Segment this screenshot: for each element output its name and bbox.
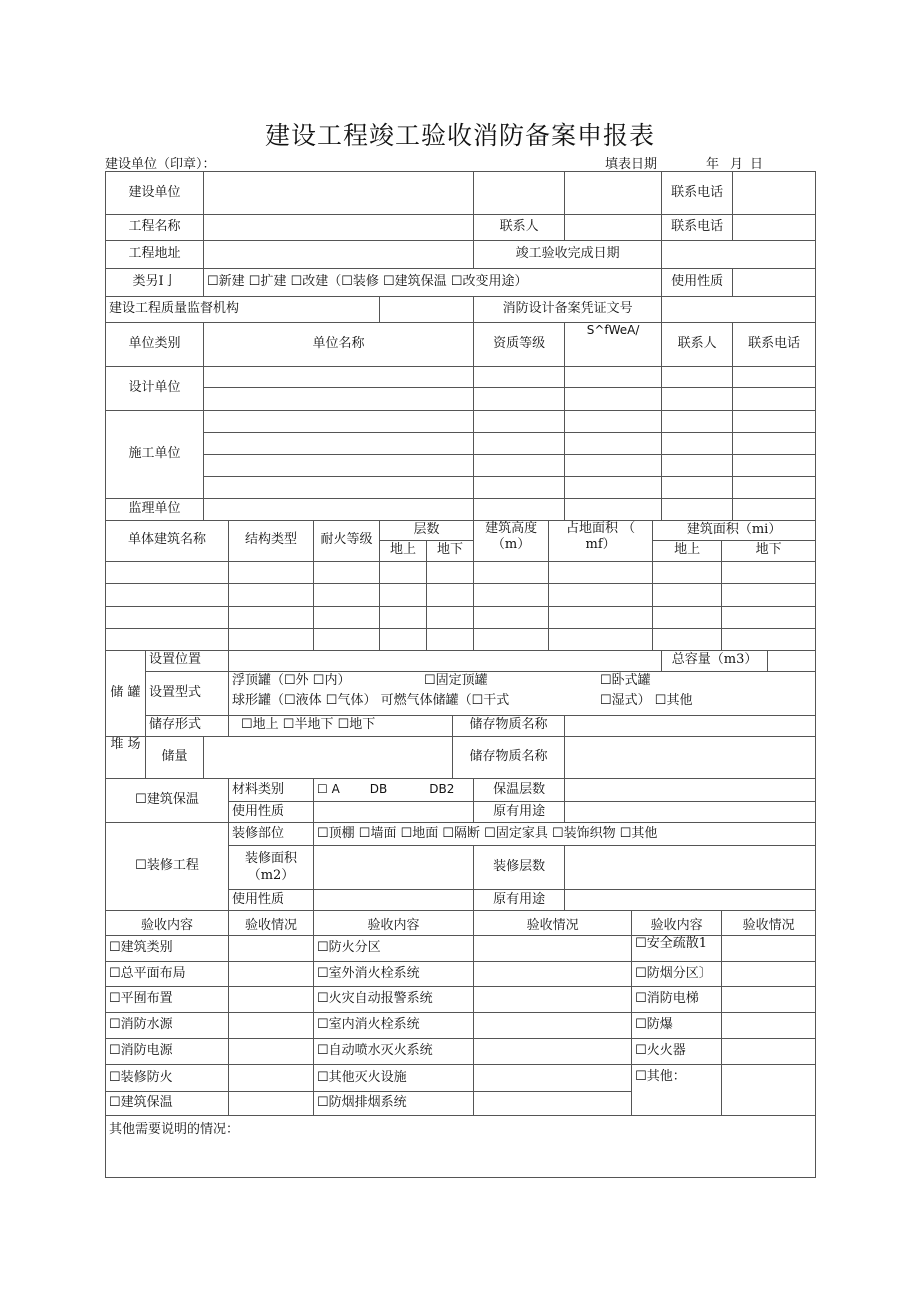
design-record-label: 消防设计备案凭证文号 (474, 297, 662, 323)
construction-unit-phone-4[interactable] (733, 476, 816, 498)
area-below-header: 地下 (722, 540, 816, 561)
inspection-item[interactable]: ☐消防电源 (106, 1039, 229, 1065)
unit-contact-header: 联系人 (662, 323, 733, 367)
inspection-item[interactable]: ☐防烟排烟系统 (314, 1091, 474, 1115)
inspection-status-cell[interactable] (474, 1039, 632, 1065)
insulation-layers-label: 保温层数 (474, 778, 565, 801)
construction-unit-cert-1[interactable] (565, 411, 662, 433)
insulation-use-label: 使用性质 (229, 802, 314, 823)
storage-yard-label: 堆 场 (106, 736, 146, 778)
build-unit-field[interactable] (204, 172, 474, 215)
inspection-status-cell[interactable] (229, 962, 314, 987)
inspection-status-cell[interactable] (722, 1065, 816, 1115)
form-floating-roof[interactable]: 浮顶罐（☐外 ☐内） (232, 673, 351, 689)
building-cell[interactable] (314, 606, 380, 628)
building-cell[interactable] (474, 583, 549, 606)
contact-field[interactable] (565, 215, 662, 241)
fire-rating-header: 耐火等级 (314, 520, 380, 561)
unit-name-header: 单位名称 (204, 323, 474, 367)
area-header: 建筑面积（mi） (653, 520, 816, 540)
category-options[interactable]: ☐新建 ☐扩建 ☐改建（☐装修 ☐建筑保温 ☐改变用途） (204, 269, 662, 297)
building-cell[interactable] (653, 606, 722, 628)
construction-unit-grade-3[interactable] (474, 455, 565, 476)
inspection-item[interactable]: ☐平囿布置 (106, 987, 229, 1013)
height-header: 建筑高度（m） (474, 520, 549, 561)
inspection-status-cell[interactable] (229, 1065, 314, 1091)
building-cell[interactable] (427, 606, 474, 628)
decoration-area-field[interactable] (314, 846, 474, 890)
category-label: 类另I亅 (106, 269, 204, 297)
building-cell[interactable] (229, 583, 314, 606)
form-title: 建设工程竣工验收消防备案申报表 (264, 121, 655, 150)
storage-side-blank (106, 715, 146, 736)
completion-date-field[interactable] (662, 241, 816, 269)
project-address-label: 工程地址 (106, 241, 204, 269)
building-cell[interactable] (549, 561, 653, 583)
inspection-item[interactable]: ☐建筑类别 (106, 936, 229, 962)
material-name-label-2: 储存物质名称 (453, 736, 565, 778)
building-cell[interactable] (106, 583, 229, 606)
construction-unit-phone-3[interactable] (733, 455, 816, 476)
insulation-use-field[interactable] (314, 802, 474, 823)
construction-unit-cert-4[interactable] (565, 476, 662, 498)
inspection-status-cell[interactable] (229, 1013, 314, 1039)
building-cell[interactable] (722, 628, 816, 650)
building-cell[interactable] (549, 606, 653, 628)
supervision-unit-name[interactable] (204, 498, 474, 520)
decoration-area-label-b: （m2） (247, 867, 295, 883)
year-label: 年 (706, 157, 720, 172)
construction-unit-name-2[interactable] (204, 433, 474, 455)
inspection-status-cell[interactable] (474, 962, 632, 987)
project-name-field[interactable] (204, 215, 474, 241)
design-unit-grade-2[interactable] (474, 388, 565, 411)
material-name-field-1[interactable] (565, 715, 816, 736)
construction-unit-phone-1[interactable] (733, 411, 816, 433)
inspection-status-cell[interactable] (474, 1091, 632, 1115)
inspection-item[interactable]: ☐室外消火栓系统 (314, 962, 474, 987)
construction-unit-label: 施工单位 (106, 411, 204, 498)
inspection-status-header-1: 验收情况 (229, 911, 314, 936)
building-cell[interactable] (380, 628, 427, 650)
declaration-form-table (105, 171, 816, 1178)
inspection-status-cell[interactable] (229, 1039, 314, 1065)
phone-field-2[interactable] (733, 215, 816, 241)
area-above-header: 地上 (653, 540, 722, 561)
inspection-content-header-3: 验收内容 (632, 911, 722, 936)
fill-date-label: 填表日期 (605, 157, 658, 172)
decoration-part-label: 装修部位 (229, 823, 314, 846)
design-unit-contact-1[interactable] (662, 367, 733, 388)
inspection-status-cell[interactable] (722, 1039, 816, 1065)
phone-label-1: 联系电话 (662, 172, 733, 215)
building-cell[interactable] (380, 583, 427, 606)
inspection-item[interactable]: ☐防爆 (632, 1013, 722, 1039)
inspection-item[interactable]: ☐火火器 (632, 1039, 722, 1065)
footprint-header (549, 520, 653, 561)
inspection-item[interactable]: ☐室内消火栓系统 (314, 1013, 474, 1039)
building-cell[interactable] (653, 561, 722, 583)
insulation-label[interactable]: ☐建筑保温 (106, 778, 229, 822)
build-unit-extra-2[interactable] (565, 172, 662, 215)
construction-unit-cert-3[interactable] (565, 455, 662, 476)
building-cell[interactable] (722, 606, 816, 628)
floors-above-header: 地上 (380, 540, 427, 561)
garbled-header: S^fWeA/ (565, 323, 662, 367)
decoration-label[interactable]: ☐装修工程 (106, 823, 229, 911)
building-cell[interactable] (106, 606, 229, 628)
construction-unit-grade-1[interactable] (474, 411, 565, 433)
structure-type-header: 结构类型 (229, 520, 314, 561)
inspection-item[interactable]: ☐防烟分区〕 (632, 962, 722, 987)
form-spherical[interactable]: 球形罐（☐液体 ☐气体） 可燃气体储罐（☐干式 (232, 693, 510, 709)
construction-unit-name-1[interactable] (204, 411, 474, 433)
inspection-item[interactable]: ☐消防水源 (106, 1013, 229, 1039)
design-unit-name-2[interactable] (204, 388, 474, 411)
qualification-header: 资质等级 (474, 323, 565, 367)
quality-org-field[interactable] (380, 297, 474, 323)
building-name-header: 单体建筑名称 (106, 520, 229, 561)
design-unit-cert-2[interactable] (565, 388, 662, 411)
inspection-item[interactable]: ☐自动喷水灭火系统 (314, 1039, 474, 1065)
material-b2[interactable]: DB2 (429, 782, 455, 797)
building-cell[interactable] (314, 583, 380, 606)
design-unit-cert-1[interactable] (565, 367, 662, 388)
building-cell[interactable] (106, 561, 229, 583)
inspection-status-cell[interactable] (474, 1065, 632, 1091)
construction-unit-contact-3[interactable] (662, 455, 733, 476)
inspection-status-cell[interactable] (229, 987, 314, 1013)
decoration-orig-use-field[interactable] (565, 890, 816, 911)
build-unit-extra-1[interactable] (474, 172, 565, 215)
project-address-field[interactable] (204, 241, 474, 269)
construction-unit-phone-2[interactable] (733, 433, 816, 455)
footprint-header-b: mf） (585, 537, 616, 553)
inspection-status-cell[interactable] (722, 1013, 816, 1039)
construction-unit-contact-4[interactable] (662, 476, 733, 498)
completion-date-label: 竣工验收完成日期 (474, 241, 662, 269)
inspection-item[interactable]: ☐其他： (632, 1065, 722, 1115)
inspection-item[interactable]: ☐总平面布局 (106, 962, 229, 987)
building-cell[interactable] (229, 628, 314, 650)
project-name-label: 工程名称 (106, 215, 204, 241)
unit-type-header: 单位类别 (106, 323, 204, 367)
design-unit-contact-2[interactable] (662, 388, 733, 411)
decoration-layers-label: 装修层数 (474, 846, 565, 890)
building-cell[interactable] (106, 628, 229, 650)
building-cell[interactable] (427, 628, 474, 650)
capacity-field[interactable] (768, 650, 816, 671)
building-cell[interactable] (722, 561, 816, 583)
design-unit-phone-1[interactable] (733, 367, 816, 388)
construction-unit-grade-2[interactable] (474, 433, 565, 455)
decoration-layers-field[interactable] (565, 846, 816, 890)
insulation-orig-use-label: 原有用途 (474, 802, 565, 823)
quality-org-label: 建设工程质量监督机构 (106, 297, 380, 323)
inspection-status-cell[interactable] (722, 987, 816, 1013)
inspection-item[interactable]: ☐火灾自动报警系统 (314, 987, 474, 1013)
building-cell[interactable] (549, 583, 653, 606)
design-record-field[interactable] (662, 297, 816, 323)
inspection-item[interactable]: ☐防火分区 (314, 936, 474, 962)
building-cell[interactable] (653, 583, 722, 606)
use-nature-field[interactable] (733, 269, 816, 297)
phone-label-2: 联系电话 (662, 215, 733, 241)
storage-location-field[interactable] (229, 650, 662, 671)
capacity-label: 总容量（m3） (662, 650, 768, 671)
construction-unit-contact-1[interactable] (662, 411, 733, 433)
storage-amount-field[interactable] (204, 736, 453, 778)
inspection-content-header-1: 验收内容 (106, 911, 229, 936)
building-cell[interactable] (314, 561, 380, 583)
inspection-content-header-2: 验收内容 (314, 911, 474, 936)
storage-form-options[interactable] (229, 671, 816, 715)
inspection-item[interactable]: ☐安全疏散1 (632, 936, 722, 962)
inspection-status-cell[interactable] (722, 962, 816, 987)
inspection-status-cell[interactable] (229, 936, 314, 962)
building-cell[interactable] (474, 606, 549, 628)
building-cell[interactable] (653, 628, 722, 650)
decoration-orig-use-label: 原有用途 (474, 890, 565, 911)
insulation-material-label: 材料类别 (229, 778, 314, 801)
inspection-item[interactable]: ☐装修防火 (106, 1065, 229, 1091)
insulation-material-options[interactable] (314, 778, 474, 801)
building-cell[interactable] (549, 628, 653, 650)
decoration-part-options[interactable]: ☐顶棚 ☐墙面 ☐地面 ☐隔断 ☐固定家具 ☐装饰织物 ☐其他 (314, 823, 816, 846)
use-nature-label: 使用性质 (662, 269, 733, 297)
form-wet[interactable]: ☐湿式） ☐其他 (600, 693, 693, 709)
inspection-status-cell[interactable] (474, 987, 632, 1013)
supervision-unit-label: 监理单位 (106, 498, 204, 520)
decoration-use-field[interactable] (314, 890, 474, 911)
design-unit-label: 设计单位 (106, 367, 204, 411)
form-fixed-roof[interactable]: ☐固定顶罐 (424, 673, 488, 689)
inspection-status-cell[interactable] (722, 936, 816, 962)
supervision-unit-contact[interactable] (662, 498, 733, 520)
inspection-status-header-3: 验收情况 (722, 911, 816, 936)
material-name-field-2[interactable] (565, 736, 816, 778)
unit-phone-header: 联系电话 (733, 323, 816, 367)
phone-field-1[interactable] (733, 172, 816, 215)
inspection-status-cell[interactable] (229, 1091, 314, 1115)
contact-label: 联系人 (474, 215, 565, 241)
building-cell[interactable] (427, 561, 474, 583)
storage-amount-label: 储量 (146, 736, 204, 778)
design-unit-grade-1[interactable] (474, 367, 565, 388)
supervision-unit-cert[interactable] (565, 498, 662, 520)
form-horizontal[interactable]: ☐卧式罐 (600, 673, 651, 689)
design-unit-name-1[interactable] (204, 367, 474, 388)
building-cell[interactable] (229, 561, 314, 583)
building-cell[interactable] (380, 606, 427, 628)
construction-unit-contact-2[interactable] (662, 433, 733, 455)
storage-form-label: 设置型式 (146, 671, 229, 715)
decoration-use-label: 使用性质 (229, 890, 314, 911)
applicant-label: 建设单位（印章）： (105, 157, 216, 172)
storage-tank-label: 储 罐 (106, 671, 146, 715)
day-label: 日 (750, 157, 764, 172)
build-unit-label: 建设单位 (106, 172, 204, 215)
building-cell[interactable] (474, 561, 549, 583)
insulation-orig-use-field[interactable] (565, 802, 816, 823)
construction-unit-cert-2[interactable] (565, 433, 662, 455)
other-notes-field[interactable]: 其他需要说明的情况： (106, 1115, 816, 1177)
floors-header: 层数 (380, 520, 474, 540)
building-cell[interactable] (427, 583, 474, 606)
material-b1[interactable]: DB (369, 782, 388, 797)
inspection-status-cell[interactable] (474, 936, 632, 962)
supervision-unit-grade[interactable] (474, 498, 565, 520)
inspection-status-cell[interactable] (474, 1013, 632, 1039)
inspection-item[interactable]: ☐消防电梯 (632, 987, 722, 1013)
storage-mode-label: 储存形式 (146, 715, 229, 736)
building-cell[interactable] (474, 628, 549, 650)
building-cell[interactable] (229, 606, 314, 628)
floors-below-header: 地下 (427, 540, 474, 561)
material-a[interactable]: ☐ A (317, 782, 340, 797)
building-cell[interactable] (314, 628, 380, 650)
month-label: 月 (730, 157, 744, 172)
building-cell[interactable] (380, 561, 427, 583)
inspection-item[interactable]: ☐建筑保温 (106, 1091, 229, 1115)
inspection-item[interactable]: ☐其他灭火设施 (314, 1065, 474, 1091)
storage-side-blank (106, 650, 146, 671)
material-name-label-1: 储存物质名称 (453, 715, 565, 736)
construction-unit-name-4[interactable] (204, 476, 474, 498)
decoration-area-label-a: 装修面积 (245, 850, 298, 866)
construction-unit-grade-4[interactable] (474, 476, 565, 498)
construction-unit-name-3[interactable] (204, 455, 474, 476)
supervision-unit-phone[interactable] (733, 498, 816, 520)
design-unit-phone-2[interactable] (733, 388, 816, 411)
inspection-status-header-2: 验收情况 (474, 911, 632, 936)
decoration-area-label (229, 846, 314, 890)
storage-mode-options[interactable]: ☐地上 ☐半地下 ☐地下 (229, 715, 453, 736)
footprint-header-a: 占地面积 （ (566, 520, 636, 536)
building-cell[interactable] (722, 583, 816, 606)
storage-location-label: 设置位置 (146, 650, 229, 671)
insulation-layers-field[interactable] (565, 778, 816, 801)
